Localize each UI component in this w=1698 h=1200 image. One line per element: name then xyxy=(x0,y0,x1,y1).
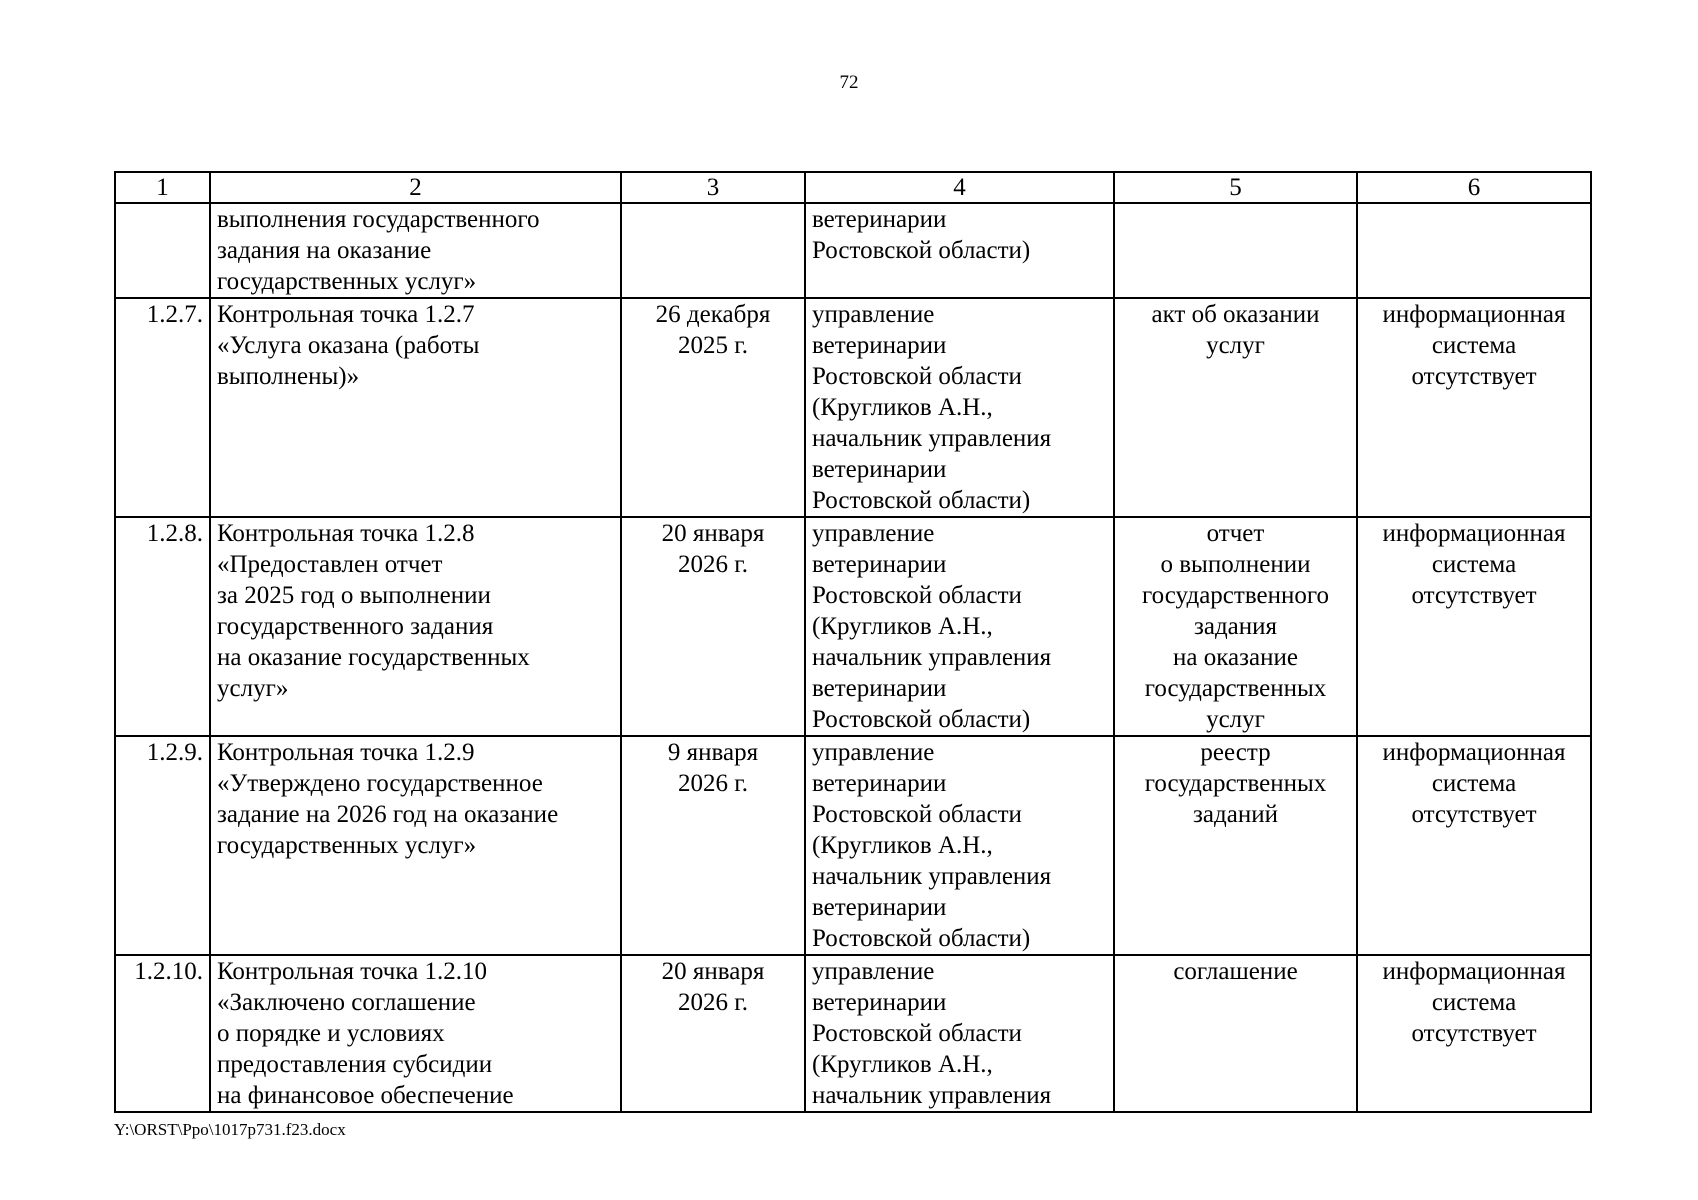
document-type-cell: отчет о выполнении государственного задания на оказание государственных услуг xyxy=(1114,517,1357,736)
date-cell: 20 января 2026 г. xyxy=(621,955,805,1112)
responsible-cell: управление ветеринарии Ростовской области (Кругликов А.Н., начальник управления xyxy=(805,955,1114,1112)
info-system-cell xyxy=(1357,203,1591,298)
document-table-wrapper xyxy=(114,171,1592,1113)
responsible-cell: управление ветеринарии Ростовской области (Кругликов А.Н., начальник управления ветеринарии Ростовской области) xyxy=(805,736,1114,955)
responsible-cell: ветеринарии Ростовской области) xyxy=(805,203,1114,298)
info-system-cell: информационная система отсутствует xyxy=(1357,298,1591,517)
info-system-cell: информационная система отсутствует xyxy=(1357,736,1591,955)
header-cell-6: 6 xyxy=(1357,172,1591,203)
header-cell-1: 1 xyxy=(115,172,210,203)
date-cell: 9 января 2026 г. xyxy=(621,736,805,955)
row-number-cell: 1.2.7. xyxy=(115,298,210,517)
info-system-cell: информационная система отсутствует xyxy=(1357,955,1591,1112)
row-number-cell: 1.2.8. xyxy=(115,517,210,736)
table-row xyxy=(115,955,1591,1112)
table-row xyxy=(115,298,1591,517)
responsible-cell: управление ветеринарии Ростовской области (Кругликов А.Н., начальник управления ветеринарии Ростовской области) xyxy=(805,298,1114,517)
event-cell: Контрольная точка 1.2.7 «Услуга оказана (работы выполнены)» xyxy=(210,298,621,517)
document-type-cell: реестр государственных заданий xyxy=(1114,736,1357,955)
table-row xyxy=(115,736,1591,955)
event-cell: Контрольная точка 1.2.10 «Заключено соглашение о порядке и условиях предоставления субсидии на финансовое обеспечение xyxy=(210,955,621,1112)
event-cell: Контрольная точка 1.2.8 «Предоставлен отчет за 2025 год о выполнении государственного задания на оказание государственных услуг» xyxy=(210,517,621,736)
date-cell: 26 декабря 2025 г. xyxy=(621,298,805,517)
header-cell-2: 2 xyxy=(210,172,621,203)
document-type-cell: акт об оказании услуг xyxy=(1114,298,1357,517)
date-cell: 20 января 2026 г. xyxy=(621,517,805,736)
header-cell-5: 5 xyxy=(1114,172,1357,203)
file-path-footer: Y:\ORST\Ppo\1017p731.f23.docx xyxy=(114,1120,346,1139)
table-row xyxy=(115,203,1591,298)
control-points-table xyxy=(114,171,1592,1113)
table-header-row xyxy=(115,172,1591,203)
info-system-cell: информационная система отсутствует xyxy=(1357,517,1591,736)
header-cell-4: 4 xyxy=(805,172,1114,203)
responsible-cell: управление ветеринарии Ростовской области (Кругликов А.Н., начальник управления ветеринарии Ростовской области) xyxy=(805,517,1114,736)
page-number: 72 xyxy=(839,72,859,93)
row-number-cell: 1.2.9. xyxy=(115,736,210,955)
row-number-cell: 1.2.10. xyxy=(115,955,210,1112)
row-number-cell xyxy=(115,203,210,298)
header-cell-3: 3 xyxy=(621,172,805,203)
document-type-cell xyxy=(1114,203,1357,298)
table-row xyxy=(115,517,1591,736)
event-cell: выполнения государственного задания на оказание государственных услуг» xyxy=(210,203,621,298)
document-type-cell: соглашение xyxy=(1114,955,1357,1112)
date-cell xyxy=(621,203,805,298)
event-cell: Контрольная точка 1.2.9 «Утверждено государственное задание на 2026 год на оказание государственных услуг» xyxy=(210,736,621,955)
